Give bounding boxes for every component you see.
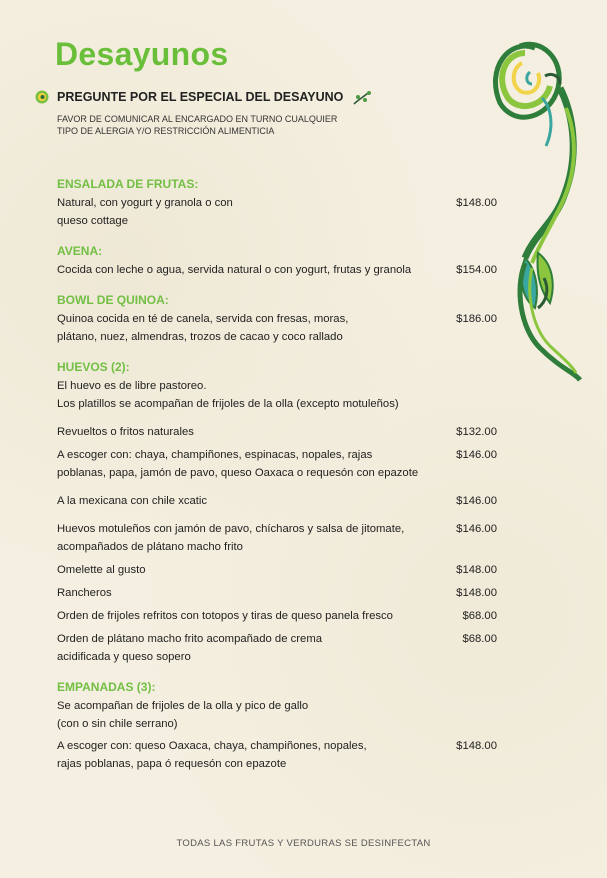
- sprig-icon: [352, 90, 372, 106]
- item-line: A escoger con: queso Oaxaca, chaya, champiñones, nopales,: [57, 740, 367, 752]
- item-line: A escoger con: chaya, champiñones, espinacas, nopales, rajas: [57, 449, 373, 461]
- item-line: queso cottage: [57, 215, 128, 227]
- section-quinoa: [57, 292, 497, 346]
- menu-content: [57, 176, 497, 786]
- menu-item: [57, 261, 497, 279]
- section-description: [57, 377, 497, 413]
- menu-item: [57, 310, 497, 346]
- item-line: Cocida con leche o agua, servida natural o con yogurt, frutas y granola: [57, 264, 412, 276]
- item-line: plátano, nuez, almendras, trozos de cacao y coco rallado: [57, 331, 343, 343]
- item-line: acompañados de plátano macho frito: [57, 541, 243, 553]
- item-line: Orden de plátano macho frito acompañado de crema: [57, 633, 323, 645]
- item-line: Natural, con yogurt y granola o con: [57, 197, 233, 209]
- item-price: $186.00: [456, 313, 497, 325]
- section-empanadas: [57, 679, 497, 773]
- section-title: AVENA:: [57, 244, 103, 258]
- swirl-icon: [35, 90, 49, 104]
- menu-item: [57, 423, 497, 441]
- footer-note: TODAS LAS FRUTAS Y VERDURAS SE DESINFECTAN: [176, 838, 431, 849]
- menu-item: [57, 630, 497, 666]
- menu-item: [57, 561, 497, 579]
- desc-line: Los platillos se acompañan de frijoles de la olla (excepto motuleños): [57, 398, 399, 410]
- item-price: $146.00: [456, 523, 497, 535]
- menu-item: [57, 584, 497, 602]
- menu-item: [57, 446, 497, 482]
- desc-line: Se acompañan de frijoles de la olla y pico de gallo: [57, 700, 309, 712]
- note-line: TIPO DE ALERGIA Y/O RESTRICCIÓN ALIMENTICIA: [57, 126, 275, 136]
- item-line: rajas poblanas, papa ó requesón con epazote: [57, 758, 287, 770]
- section-title: ENSALADA DE FRUTAS:: [57, 177, 199, 191]
- item-line: Quinoa cocida en té de canela, servida con fresas, moras,: [57, 313, 349, 325]
- item-price: $148.00: [456, 197, 497, 209]
- item-line: acidificada y queso sopero: [57, 651, 191, 663]
- desc-line: (con o sin chile serrano): [57, 718, 178, 730]
- menu-item: [57, 194, 497, 230]
- section-huevos: [57, 359, 497, 666]
- item-price: $154.00: [456, 264, 497, 276]
- item-price: $132.00: [456, 426, 497, 438]
- item-line: Revueltos o fritos naturales: [57, 426, 194, 438]
- desc-line: El huevo es de libre pastoreo.: [57, 380, 207, 392]
- menu-item: [57, 520, 497, 556]
- item-price: $148.00: [456, 740, 497, 752]
- item-price: $68.00: [462, 633, 497, 645]
- page-title: Desayunos: [55, 36, 229, 72]
- menu-item: [57, 492, 497, 510]
- item-price: $146.00: [456, 449, 497, 461]
- menu-item: [57, 607, 497, 625]
- allergy-note: [57, 113, 337, 137]
- section-avena: [57, 243, 497, 279]
- section-title: EMPANADAS (3):: [57, 680, 156, 694]
- section-title: BOWL DE QUINOA:: [57, 293, 169, 307]
- item-line: Huevos motuleños con jamón de pavo, chícharos y salsa de jitomate,: [57, 523, 405, 535]
- item-line: Orden de frijoles refritos con totopos y tiras de queso panela fresco: [57, 610, 393, 622]
- item-price: $68.00: [462, 610, 497, 622]
- item-line: Rancheros: [57, 587, 112, 599]
- item-price: $148.00: [456, 587, 497, 599]
- item-line: A la mexicana con chile xcatic: [57, 495, 208, 507]
- decorative-leaf-ornament: [480, 28, 600, 388]
- special-label: PREGUNTE POR EL ESPECIAL DEL DESAYUNO: [57, 90, 344, 104]
- item-price: $148.00: [456, 564, 497, 576]
- menu-item: [57, 737, 497, 773]
- item-line: Omelette al gusto: [57, 564, 146, 576]
- section-title: HUEVOS (2):: [57, 360, 130, 374]
- special-notice: [35, 90, 343, 104]
- item-price: $146.00: [456, 495, 497, 507]
- note-line: FAVOR DE COMUNICAR AL ENCARGADO EN TURNO CUALQUIER: [57, 114, 338, 124]
- item-line: poblanas, papa, jamón de pavo, queso Oaxaca o requesón con epazote: [57, 467, 419, 479]
- section-description: [57, 697, 497, 733]
- section-ensalada: [57, 176, 497, 230]
